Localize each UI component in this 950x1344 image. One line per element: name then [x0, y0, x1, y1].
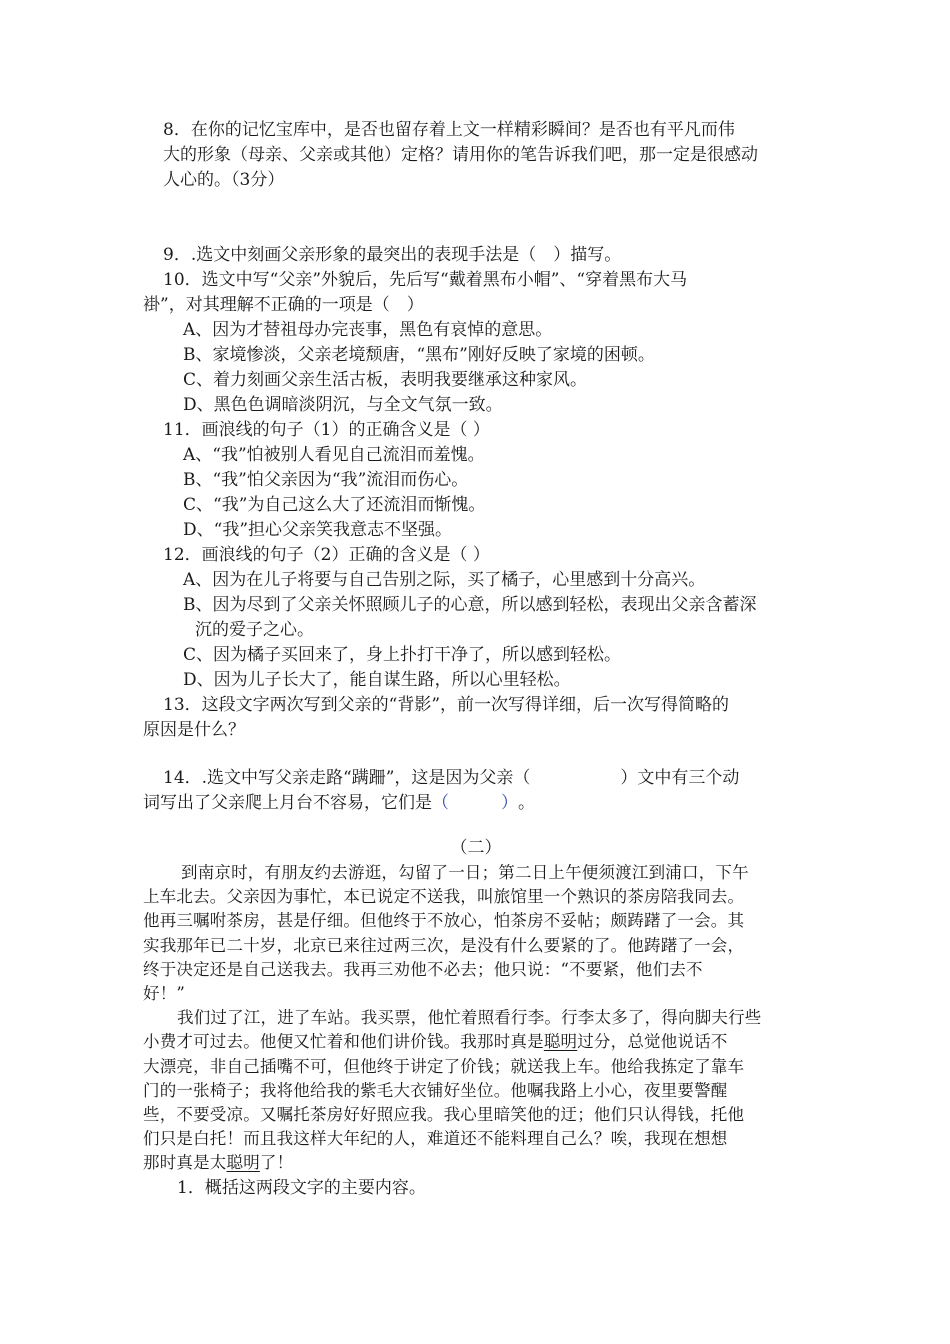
exam-page: [143, 118, 809, 1201]
question-10-option-a: A、因为才替祖母办完丧事，黑色有哀悼的意思。: [183, 320, 553, 340]
underlined-word: 聪明: [226, 1153, 260, 1173]
question-12-option-b-2: 沉的爱子之心。: [195, 620, 314, 640]
question-13-line-2: 原因是什么？: [143, 720, 245, 740]
question-13-line-1: 13．这段文字两次写到父亲的“背影”，前一次写得详细，后一次写得简略的: [163, 695, 730, 715]
question-1-final: 1．概括这两段文字的主要内容。: [177, 1177, 426, 1198]
question-11: [143, 418, 809, 543]
passage-text: 了！: [259, 1153, 294, 1173]
passage-p1-line-1: 到南京时，有朋友约去游逛，勾留了一日；第二日上午便须渡江到浦口，下午: [181, 863, 749, 882]
question-11-option-b: B、“我”怕父亲因为“我”流泪而伤心。: [183, 470, 469, 490]
question-14-line-2-suffix: 。: [518, 793, 535, 813]
question-9: 9．.选文中刻画父亲形象的最突出的表现手法是（ ）描写。: [163, 245, 622, 265]
passage-p2-line-2: [143, 1030, 809, 1054]
passage-p2-line-4: 门的一张椅子；我将他给我的紫毛大衣铺好坐位。他嘱我路上小心，夜里要警醒: [143, 1080, 728, 1100]
reading-passage: [143, 861, 809, 1176]
passage-p2-line-7: [143, 1151, 809, 1175]
question-10-option-c: C、着力刻画父亲生活古板，表明我要继承这种家风。: [183, 370, 588, 390]
question-14-line-2-prefix: 词写出了父亲爬上月台不容易，它们是: [143, 793, 432, 813]
question-10-option-d: D、黑色色调暗淡阴沉，与全文气氛一致。: [183, 395, 503, 415]
passage-p2-line-1: 我们过了江，进了车站。我买票，他忙着照看行李。行李太多了，得向脚夫行些: [177, 1008, 762, 1028]
passage-text: 那时真是太: [143, 1153, 227, 1173]
question-14-line-1: [143, 766, 809, 791]
question-12-stem: 12．画浪线的句子（2）正确的含义是（ ）: [163, 545, 490, 565]
passage-text: 过分，总觉他说话不: [577, 1032, 728, 1052]
question-11-stem: 11．画浪线的句子（1）的正确含义是（ ）: [163, 420, 490, 440]
question-14-part-1: 14．.选文中写父亲走路“蹒跚”，这是因为父亲（: [163, 768, 531, 788]
question-8: [143, 118, 809, 193]
question-10-option-b: B、家境惨淡，父亲老境颓唐，“黑布”刚好反映了家境的困顿。: [183, 345, 655, 365]
question-13: [143, 693, 809, 743]
passage-p2-line-5: 些，不要受凉。又嘱托茶房好好照应我。我心里暗笑他的迂；他们只认得钱，托他: [143, 1105, 745, 1125]
passage-p1-line-2: 上车北去。父亲因为事忙，本已说定不送我，叫旅馆里一个熟识的茶房陪我同去。: [143, 887, 745, 907]
passage-p1-line-6: 好！”: [143, 984, 186, 1004]
question-8-line-1: 8．在你的记忆宝库中，是否也留存着上文一样精彩瞬间？是否也有平凡而伟: [163, 120, 735, 140]
passage-p2-line-3: 大漂亮，非自己插嘴不可，但他终于讲定了价钱；就送我上车。他给我拣定了靠车: [143, 1056, 745, 1076]
passage-text: 小费才可过去。他便又忙着和他们讲价钱。我那时真是: [143, 1032, 544, 1052]
question-12-option-a: A、因为在儿子将要与自己告别之际，买了橘子，心里感到十分高兴。: [183, 570, 706, 590]
question-10-stem-1: 10．选文中写“父亲”外貌后，先后写“戴着黑布小帽”、“穿着黑布大马: [163, 270, 688, 290]
passage-p1-line-4: 实我那年已二十岁，北京已来往过两三次，是没有什么要紧的了。他踌躇了一会，: [143, 935, 745, 955]
question-12: [143, 543, 809, 693]
passage-p2-line-6: 们只是白托！而且我这样大年纪的人，难道还不能料理自己么？唉，我现在想想: [143, 1129, 728, 1149]
question-12-option-c: C、因为橘子买回来了，身上扑打干净了，所以感到轻松。: [183, 645, 622, 665]
question-10: [143, 268, 809, 418]
section-title: （二）: [450, 838, 502, 858]
passage-p1-line-5: 终于决定还是自己送我去。我再三劝他不必去；他只说：“不要紧，他们去不: [143, 959, 703, 979]
question-12-option-b-1: B、因为尽到了父亲关怀照顾儿子的心意，所以感到轻松，表现出父亲含蓄深: [183, 595, 757, 615]
question-11-option-a: A、“我”怕被别人看见自己流泪而羞愧。: [183, 445, 485, 465]
question-12-option-d: D、因为儿子长大了，能自谋生路，所以心里轻松。: [183, 670, 571, 690]
question-8-line-3: 人心的。（3分）: [163, 170, 285, 190]
question-14-part-2: ）文中有三个动: [620, 768, 740, 788]
question-14-line-2: [143, 791, 809, 816]
question-10-stem-2: 褂”，对其理解不正确的一项是（ ）: [143, 295, 424, 315]
question-14: [143, 766, 809, 816]
question-11-option-c: C、“我”为自己这么大了还流泪而惭愧。: [183, 495, 486, 515]
answer-blank-close: ）: [501, 793, 518, 813]
question-8-line-2: 大的形象（母亲、父亲或其他）定格？请用你的笔告诉我们吧，那一定是很感动: [163, 145, 758, 165]
question-11-option-d: D、“我”担心父亲笑我意志不坚强。: [183, 520, 453, 540]
underlined-word: 聪明: [543, 1032, 578, 1052]
passage-p1-line-3: 他再三嘱咐茶房，甚是仔细。但他终于不放心，怕茶房不妥帖；颇踌躇了一会。其: [143, 911, 745, 931]
answer-blank-open: （: [432, 793, 449, 813]
